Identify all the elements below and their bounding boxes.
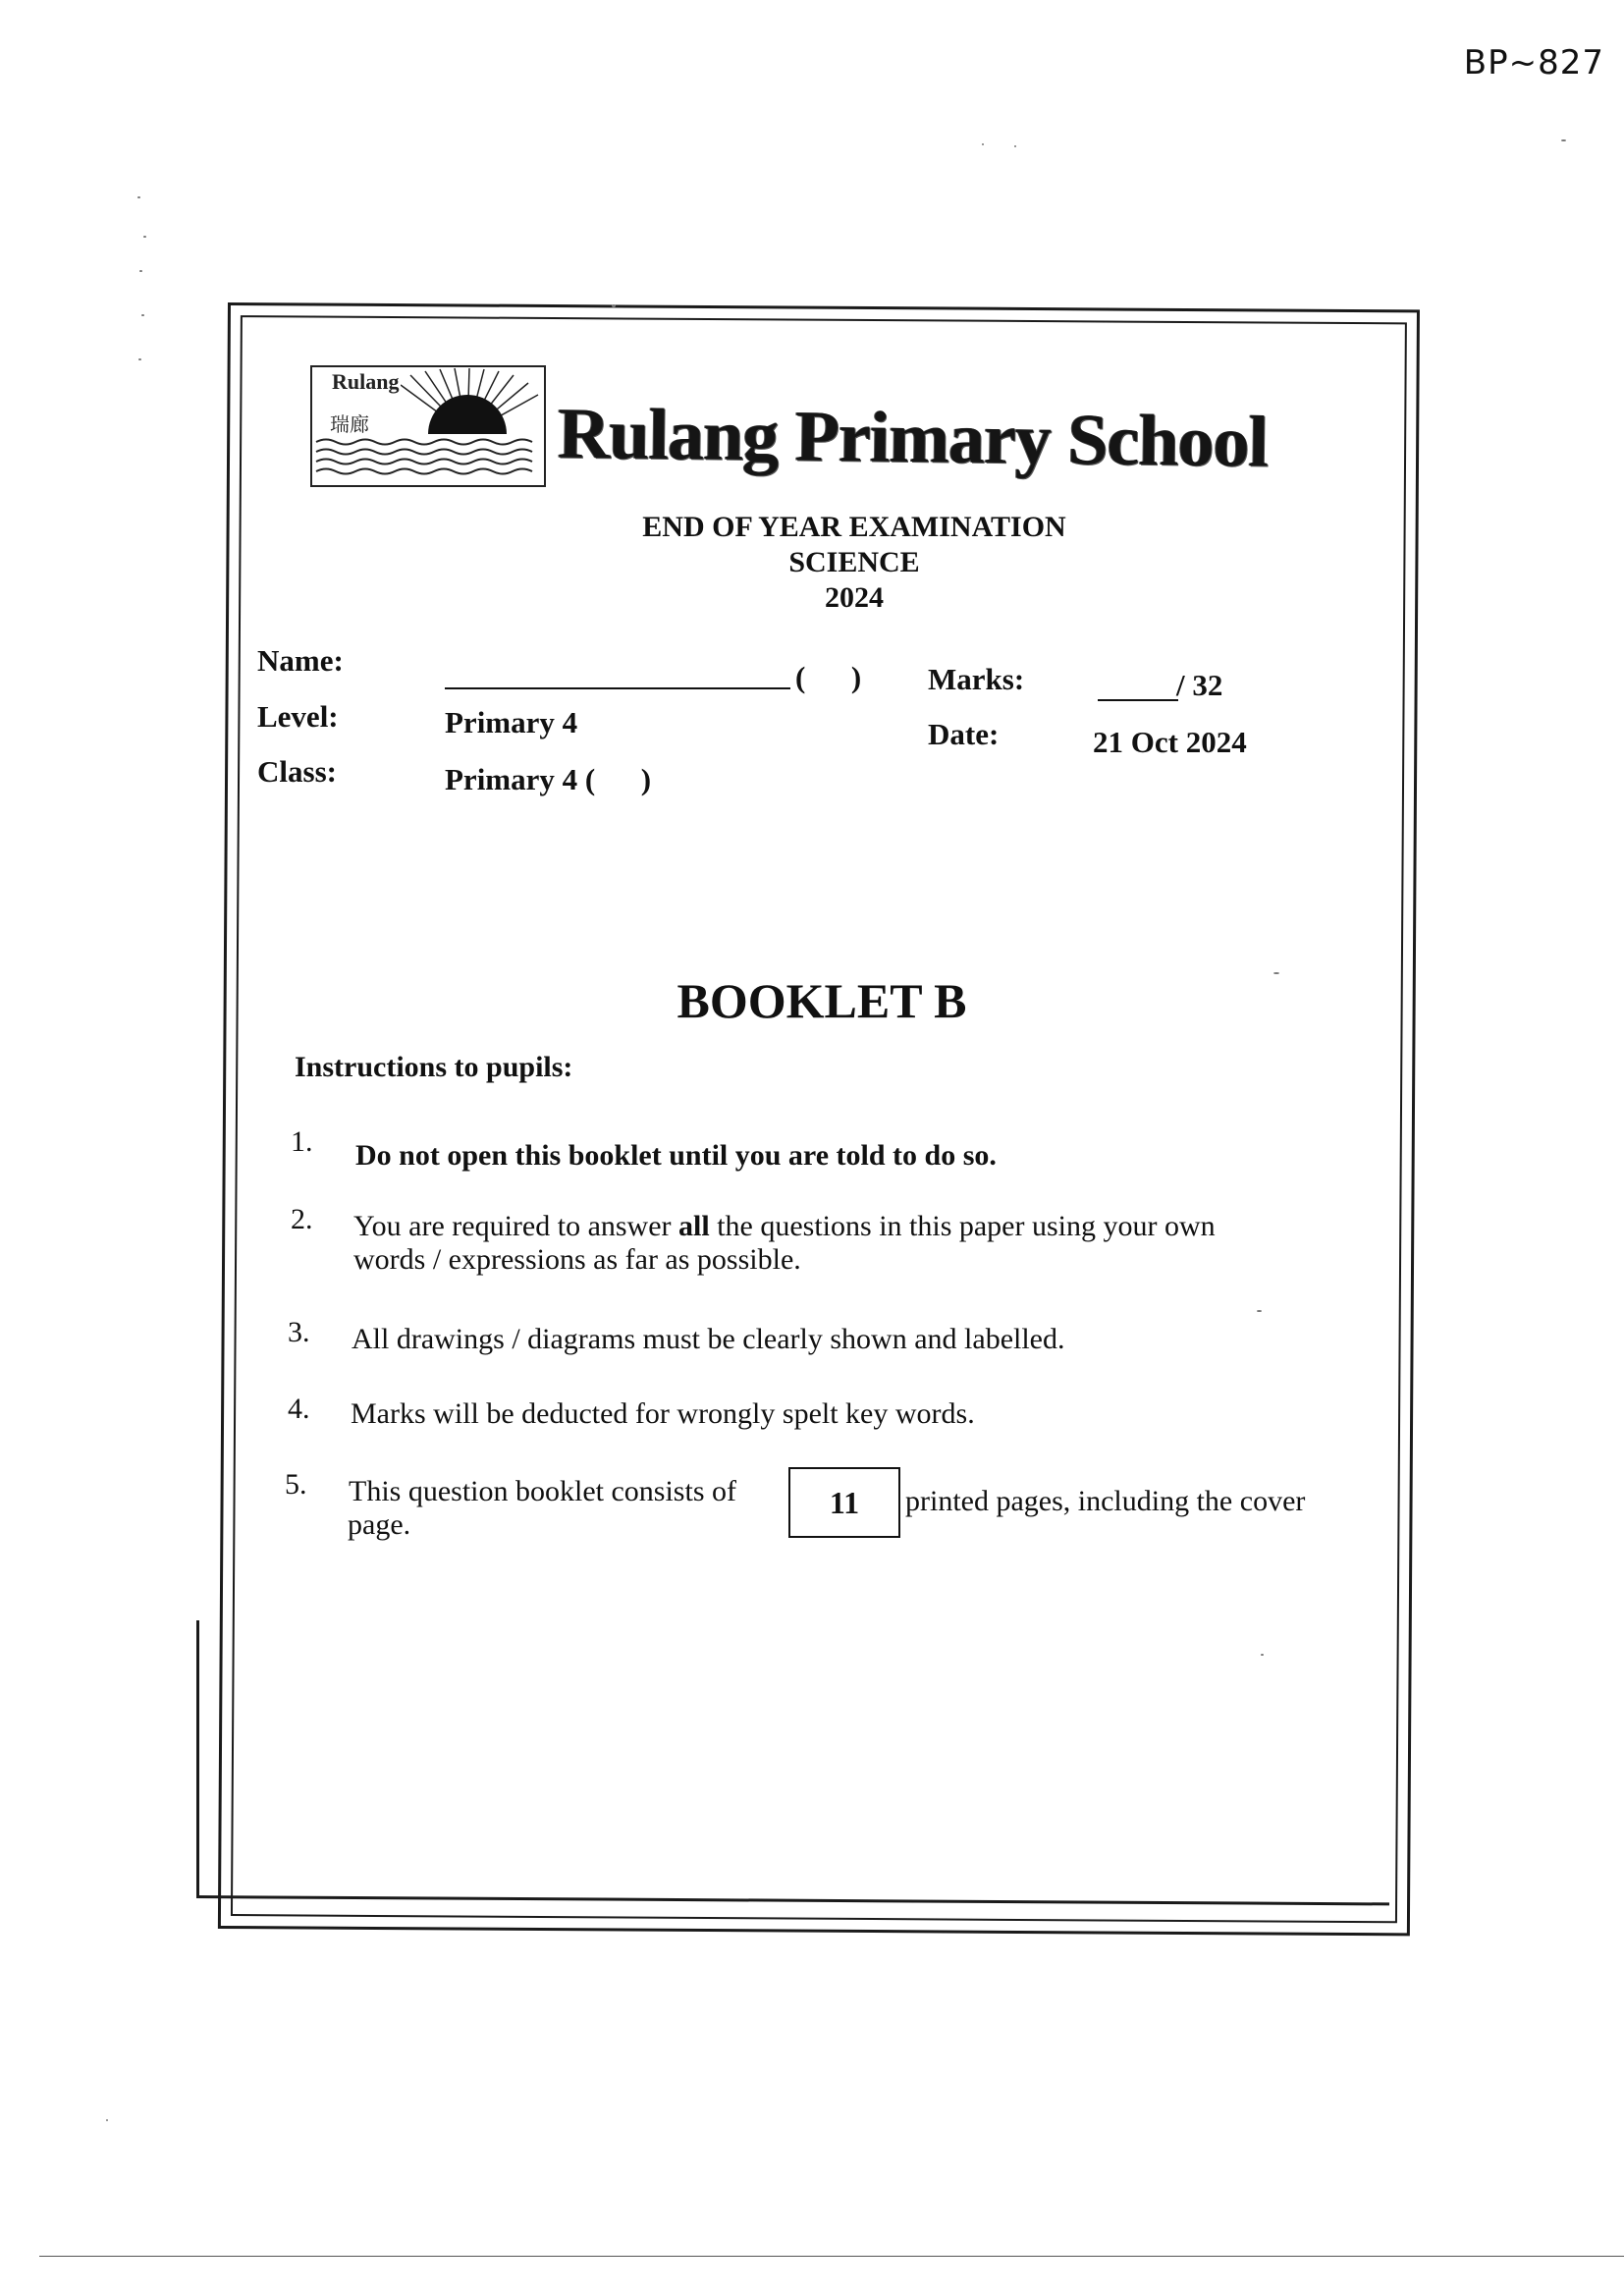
scan-speck xyxy=(612,304,616,307)
instruction-2-line-2: words / expressions as far as possible. xyxy=(353,1243,801,1276)
instruction-1-text: Do not open this booklet until you are told to do so. xyxy=(355,1139,997,1172)
marks-total: / 32 xyxy=(1176,668,1223,702)
scan-speck xyxy=(106,2119,108,2121)
scan-speck xyxy=(1261,1654,1264,1656)
instruction-1-number: 1. xyxy=(291,1125,313,1158)
marks-label: Marks: xyxy=(928,662,1025,696)
school-name: Rulang Primary School xyxy=(557,393,1269,483)
instruction-4-number: 4. xyxy=(288,1393,310,1425)
scan-speck xyxy=(982,143,984,145)
instruction-4-text: Marks will be deducted for wrongly spelt key words. xyxy=(351,1397,975,1430)
exam-year: 2024 xyxy=(825,581,884,614)
register-number-brackets: ( ) xyxy=(795,660,862,694)
instruction-2-text-bold: all xyxy=(678,1210,710,1242)
marks-line[interactable] xyxy=(1098,699,1178,701)
scan-speck xyxy=(1561,139,1566,141)
class-label: Class: xyxy=(257,754,337,789)
instruction-5-number: 5. xyxy=(285,1468,307,1501)
level-label: Level: xyxy=(257,699,339,734)
instruction-2-text-a: You are required to answer xyxy=(353,1210,679,1242)
logo-chinese-text: 瑞廊 xyxy=(330,412,369,436)
exam-title: END OF YEAR EXAMINATION xyxy=(642,511,1066,543)
date-value: 21 Oct 2024 xyxy=(1093,725,1247,759)
class-value: Primary 4 ( ) xyxy=(445,762,652,796)
scan-speck xyxy=(139,270,142,272)
scan-speck xyxy=(143,236,146,238)
instruction-3-text: All drawings / diagrams must be clearly shown and labelled. xyxy=(352,1323,1065,1355)
document-code: BP~827 xyxy=(1463,43,1604,82)
school-logo xyxy=(310,365,546,487)
instruction-5-line-2: page. xyxy=(348,1508,411,1541)
bottom-scan-edge xyxy=(39,2256,1624,2257)
booklet-title: BOOKLET B xyxy=(677,973,967,1028)
exam-subject: SCIENCE xyxy=(788,546,920,578)
instruction-5-text-a: This question booklet consists of xyxy=(349,1475,736,1507)
date-label: Date: xyxy=(928,717,1000,751)
scan-speck xyxy=(1014,145,1016,147)
instruction-3-number: 3. xyxy=(288,1316,310,1348)
name-label: Name: xyxy=(257,643,344,678)
page-border-shadow-left xyxy=(196,1620,199,1898)
logo-text: Rulang xyxy=(332,369,400,394)
page-count-box: 11 xyxy=(788,1467,900,1538)
instruction-2-number: 2. xyxy=(291,1203,313,1235)
instruction-2-text-b: the questions in this paper using your own xyxy=(709,1210,1216,1242)
instruction-2-line-1 xyxy=(353,1210,1216,1243)
scan-speck xyxy=(1257,1310,1262,1312)
scan-speck xyxy=(138,358,141,360)
scan-speck xyxy=(137,196,140,198)
level-value: Primary 4 xyxy=(445,705,578,739)
instruction-5-text-b: printed pages, including the cover xyxy=(905,1485,1306,1517)
name-line[interactable] xyxy=(445,687,790,689)
instructions-heading: Instructions to pupils: xyxy=(295,1051,573,1083)
scan-speck xyxy=(141,314,144,316)
scan-speck xyxy=(1273,972,1279,974)
